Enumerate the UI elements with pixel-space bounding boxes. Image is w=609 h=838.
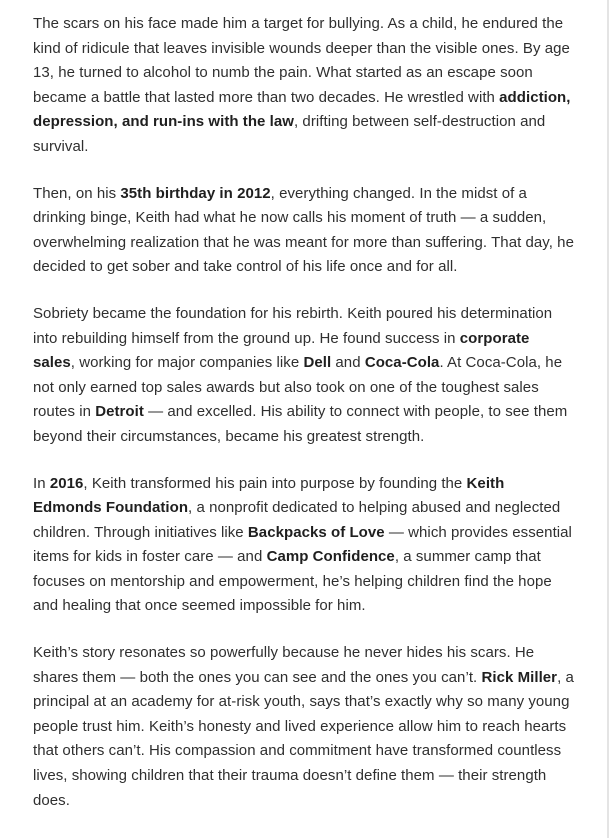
text-segment: , Keith transformed his pain into purpose by founding the — [83, 474, 467, 492]
emphasis-corporate-sales: corporate sales — [33, 329, 530, 372]
text-segment: , working for major companies like — [70, 354, 304, 372]
text-segment: and — [331, 354, 365, 372]
paragraph-3 — [33, 302, 575, 450]
text-segment: Then, on his — [33, 184, 121, 202]
text-segment: , a principal at an academy for at-risk youth, says that’s exactly why so many young people trust him. Keith’s honesty and lived experience allow him to reach hearts that others can’t. His compassion and commitment have transformed countless lives, showing children that their trauma doesn’t define them — their strength does. — [33, 668, 574, 809]
text-segment: , a nonprofit dedicated to helping abused and neglected children. Through initiatives like — [33, 499, 561, 541]
text-segment: . At Coca-Cola, he not only earned top sales awards but also took on one of the toughest sales routes in — [33, 354, 563, 421]
text-segment: The scars on his face made him a target for bullying. As a child, he endured the kind of ridicule that leaves invisible wounds deeper than the visible ones. By age 13, he turned to alcohol to numb the pain. What started as an escape soon became a battle that lasted more than two decades. He wrestled with — [33, 15, 570, 106]
text-segment: In — [33, 474, 50, 492]
emphasis-birthday: 35th birthday in 2012 — [120, 184, 271, 202]
emphasis-foundation: Keith Edmonds Foundation — [33, 474, 505, 517]
emphasis-dell: Dell — [303, 354, 332, 372]
paragraph-2 — [33, 182, 575, 280]
text-segment: Sobriety became the foundation for his rebirth. Keith poured his determination into rebuilding himself from the ground up. He found success in — [33, 304, 553, 347]
emphasis-camp-confidence: Camp Confidence — [266, 548, 395, 566]
emphasis-year-2016: 2016 — [49, 474, 84, 492]
text-segment: — and excelled. His ability to connect with people, to see them beyond their circumstances, became his greatest strength. — [33, 403, 568, 445]
text-segment: Keith’s story resonates so powerfully because he never hides his scars. He shares them — both the ones you can see and the ones you can’t. — [33, 644, 535, 686]
text-segment: , drifting between self-destruction and survival. — [33, 113, 546, 155]
paragraph-5 — [33, 641, 575, 813]
text-segment: , a summer camp that focuses on mentorship and empowerment, he’s helping children find the hope and healing that once seemed impossible for him. — [33, 548, 552, 615]
paragraph-1 — [33, 12, 575, 160]
emphasis-coca-cola: Coca-Cola — [364, 354, 440, 372]
emphasis-backpacks-of-love: Backpacks of Love — [247, 523, 385, 541]
emphasis-detroit: Detroit — [95, 403, 144, 421]
emphasis-rick-miller: Rick Miller — [481, 668, 558, 686]
paragraph-4 — [33, 472, 575, 620]
emphasis-addiction: addiction, depression, and run-ins with the law — [33, 88, 571, 131]
text-segment: — which provides essential items for kids in foster care — and — [33, 523, 572, 566]
text-segment: , everything changed. In the midst of a drinking binge, Keith had what he now calls his moment of truth — a sudden, overwhelming realization that he was meant for more than suffering. That day, he decided to get sober and take control of his life once and for all. — [33, 184, 574, 276]
